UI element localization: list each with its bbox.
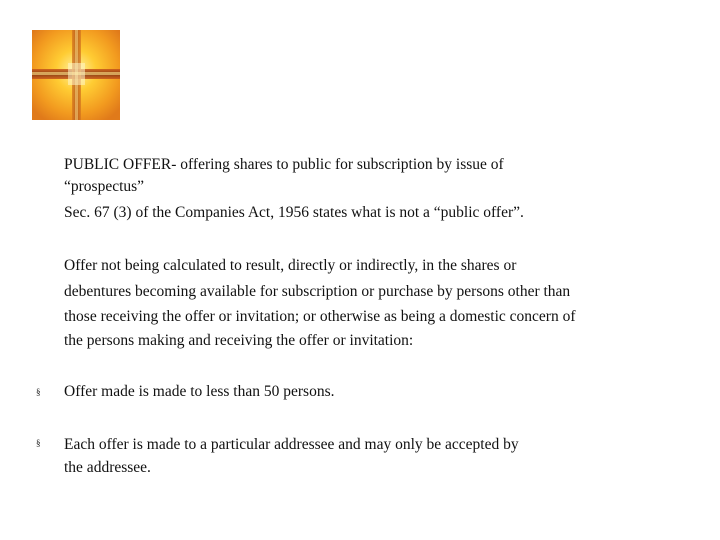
offer-para-line-1: Offer not being calculated to result, directly or indirectly, in the shares or (64, 257, 517, 274)
definition-line-1: PUBLIC OFFER- offering shares to public for subscription by issue of (64, 156, 504, 173)
definition-line-2: “prospectus” (64, 178, 145, 195)
section-line: Sec. 67 (3) of the Companies Act, 1956 states what is not a “public offer”. (64, 204, 524, 221)
bullet-item (36, 432, 674, 480)
golden-cross-logo-icon (32, 30, 120, 120)
bullet-item (36, 381, 674, 403)
bullet-text: Offer made is made to less than 50 persons. (64, 382, 335, 400)
offer-para-line-4: the persons making and receiving the offer or invitation: (64, 331, 414, 349)
offer-para-line-3: those receiving the offer or invitation; or otherwise as being a domestic concern of (64, 308, 576, 325)
offer-paragraph (64, 253, 674, 352)
bullet-text-continued: the addressee. (64, 459, 151, 476)
bullet-marker-icon: § (36, 437, 41, 448)
bullet-text: Each offer is made to a particular addressee and may only be accepted by (64, 435, 519, 453)
bullet-marker-icon: § (36, 386, 41, 397)
offer-para-line-2: debentures becoming available for subscription or purchase by persons other than (64, 282, 571, 300)
slide-content (36, 154, 674, 479)
